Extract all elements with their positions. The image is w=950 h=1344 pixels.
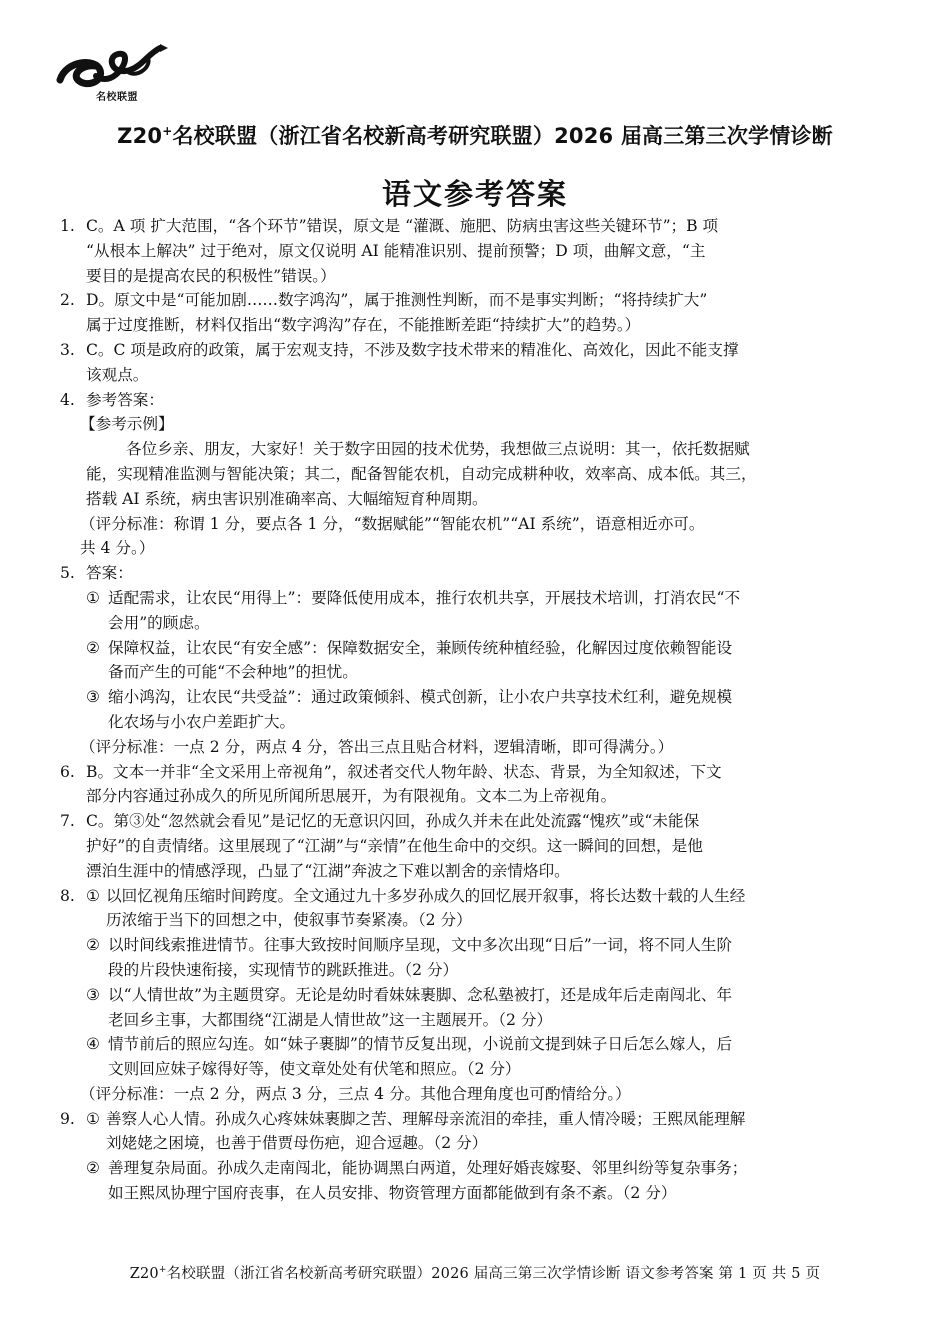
answer-9-point-2 bbox=[60, 1156, 892, 1206]
answer-5-point-3 bbox=[60, 685, 892, 735]
answer-line: 备而产生的可能“不会种地”的担忧。 bbox=[108, 663, 358, 682]
answer-8-point-3 bbox=[60, 983, 892, 1033]
point-marker: ① bbox=[86, 886, 100, 905]
answer-content bbox=[60, 214, 892, 1206]
answer-5-point-1 bbox=[60, 586, 892, 636]
page-footer bbox=[0, 1262, 950, 1283]
scoring-standard: （评分标准：一点 2 分，两点 4 分，答出三点且贴合材料，逻辑清晰，即可得满分。） bbox=[80, 737, 674, 756]
title-prefix: Z20 bbox=[117, 124, 163, 148]
question-number: 7. bbox=[60, 812, 75, 831]
question-number: 6. bbox=[60, 762, 75, 781]
answer-line: “从根本上解决” 过于绝对，原文仅说明 AI 能精准识别、提前预警；D 项，曲解文意，“主 bbox=[86, 241, 706, 260]
answer-line: 段的片段快速衔接，实现情节的跳跃推进。（2 分） bbox=[108, 960, 459, 979]
answer-5-point-2 bbox=[60, 636, 892, 686]
answer-7 bbox=[60, 809, 892, 883]
answer-line: C。第③处“忽然就会看见”是记忆的无意识闪回，孙成久并未在此处流露“愧疚”或“未能保 bbox=[86, 812, 700, 831]
answer-8-point-1 bbox=[86, 884, 892, 934]
point-marker: ① bbox=[86, 1109, 100, 1128]
answer-line: C。A 项 扩大范围，“各个环节”错误，原文是 “灌溉、施肥、防病虫害这些关键环节”；B 项 bbox=[86, 217, 719, 235]
answer-line: 漂泊生涯中的情感浮现，凸显了“江湖”奔波之下难以割舍的亲情烙印。 bbox=[86, 861, 570, 880]
answer-line: 搭载 AI 系统，病虫害识别准确率高、大幅缩短育种周期。 bbox=[86, 489, 488, 508]
question-number: 1. bbox=[60, 217, 75, 235]
footer-prefix: Z20 bbox=[129, 1266, 159, 1282]
answer-line: 保障权益，让农民“有安全感”：保障数据安全，兼顾传统种植经验，化解因过度依赖智能设 bbox=[108, 638, 733, 657]
answer-line: 善察人心人情。孙成久心疼妹妹裹脚之苦、理解母亲流泪的牵挂，重人情冷暖；王熙凤能理解 bbox=[106, 1109, 746, 1128]
answer-6 bbox=[60, 760, 892, 810]
question-number: 5. bbox=[60, 564, 75, 583]
answer-line: 缩小鸿沟，让农民“共受益”：通过政策倾斜、模式创新，让小农户共享技术红利，避免规模 bbox=[108, 688, 733, 707]
answer-5 bbox=[60, 561, 892, 586]
answer-line: 参考答案： bbox=[86, 390, 164, 409]
answer-line: 善理复杂局面。孙成久走南闯北，能协调黑白两道，处理好婚丧嫁娶、邻里纠纷等复杂事务； bbox=[108, 1159, 748, 1178]
answer-line: 能，实现精准监测与智能决策；其二，配备智能农机，自动完成耕种收，效率高、成本低。其三， bbox=[86, 464, 757, 483]
document-title bbox=[0, 120, 950, 150]
answer-9 bbox=[60, 1107, 892, 1157]
point-marker: ③ bbox=[86, 985, 100, 1004]
point-marker: ④ bbox=[86, 1035, 100, 1054]
answer-line: B。文本一并非“全文采用上帝视角”，叙述者交代人物年龄、状态、背景，为全知叙述，下文 bbox=[86, 762, 722, 781]
answer-2 bbox=[60, 288, 892, 338]
answer-8-point-2 bbox=[60, 933, 892, 983]
answer-line: 老回乡主事，大都围绕“江湖是人情世故”这一主题展开。（2 分） bbox=[108, 1010, 553, 1029]
answer-3 bbox=[60, 338, 892, 388]
title-sup: + bbox=[162, 124, 173, 138]
logo bbox=[56, 40, 176, 112]
answer-line: 部分内容通过孙成久的所见所闻所思展开，为有限视角。文本二为上帝视角。 bbox=[86, 787, 617, 806]
question-number: 4. bbox=[60, 390, 75, 409]
answer-line: C。C 项是政府的政策，属于宏观支持，不涉及数字技术带来的精准化、高效化，因此不能支撑 bbox=[86, 340, 739, 359]
answer-line: D。原文中是“可能加剧……数字鸿沟”，属于推测性判断，而不是事实判断；“将持续扩大” bbox=[86, 291, 708, 310]
document-subtitle: 语文参考答案 bbox=[381, 177, 568, 211]
scoring-standard: （评分标准：称谓 1 分，要点各 1 分，“数据赋能”“智能农机”“AI 系统”，语意相近亦可。 bbox=[80, 514, 705, 533]
answer-line: 以“人情世故”为主题贯穿。无论是幼时看妹妹裹脚、念私塾被打，还是成年后走南闯北、年 bbox=[108, 985, 733, 1004]
answer-line: 要目的是提高农民的积极性”错误。） bbox=[86, 266, 336, 285]
example-paragraph bbox=[60, 437, 892, 511]
answer-line: 该观点。 bbox=[86, 365, 149, 384]
point-marker: ① bbox=[86, 588, 100, 607]
question-number: 3. bbox=[60, 340, 75, 359]
scoring-standard: （评分标准：一点 2 分，两点 3 分，三点 4 分。其他合理角度也可酌情给分。） bbox=[80, 1084, 631, 1103]
example-label: 【参考示例】 bbox=[80, 415, 174, 434]
answer-8 bbox=[60, 884, 892, 934]
answer-4 bbox=[60, 388, 892, 413]
answer-line: 文则回应妹子嫁得好等，使文章处处有伏笔和照应。（2 分） bbox=[108, 1060, 521, 1079]
answer-line: 属于过度推断，材料仅指出“数字鸿沟”存在，不能推断差距“持续扩大”的趋势。） bbox=[86, 316, 641, 335]
footer-rest: 名校联盟（浙江省名校新高考研究联盟）2026 届高三第三次学情诊断 语文参考答案 第 1 页 共 5 页 bbox=[166, 1266, 821, 1282]
question-number: 8. bbox=[60, 886, 75, 905]
scoring-standard: 共 4 分。） bbox=[80, 539, 155, 558]
answer-line: 刘姥姥之困境，也善于借贾母伤疤，迎合逗趣。（2 分） bbox=[106, 1134, 488, 1153]
answer-8-point-4 bbox=[60, 1032, 892, 1082]
answer-line: 各位乡亲、朋友，大家好！关于数字田园的技术优势，我想做三点说明：其一，依托数据赋 bbox=[126, 440, 750, 459]
point-marker: ② bbox=[86, 638, 100, 657]
answer-9-point-1 bbox=[86, 1107, 892, 1157]
answer-line: 会用”的顾虑。 bbox=[108, 613, 210, 632]
answer-line: 以时间线索推进情节。往事大致按时间顺序呈现，文中多次出现“日后”一词，将不同人生阶 bbox=[108, 936, 733, 955]
point-marker: ③ bbox=[86, 688, 100, 707]
answer-line: 答案： bbox=[86, 564, 133, 583]
answer-line: 适配需求，让农民“用得上”：要降低使用成本，推行农机共享，开展技术培训，打消农民“不 bbox=[108, 588, 741, 607]
question-number: 2. bbox=[60, 291, 75, 310]
title-rest: 名校联盟（浙江省名校新高考研究联盟）2026 届高三第三次学情诊断 bbox=[172, 124, 833, 148]
answer-line: 化农场与小农户差距扩大。 bbox=[108, 712, 296, 731]
answer-line: 历浓缩于当下的回想之中，使叙事节奏紧凑。（2 分） bbox=[106, 911, 472, 930]
answer-line: 护好”的自责情绪。这里展现了“江湖”与“亲情”在他生命中的交织。这一瞬间的回想，是他 bbox=[86, 836, 703, 855]
answer-1 bbox=[60, 214, 892, 288]
question-number: 9. bbox=[60, 1109, 75, 1128]
answer-line: 情节前后的照应勾连。如“妹子裹脚”的情节反复出现，小说前文提到妹子日后怎么嫁人，后 bbox=[108, 1035, 733, 1054]
point-marker: ② bbox=[86, 936, 100, 955]
point-marker: ② bbox=[86, 1159, 100, 1178]
answer-line: 以回忆视角压缩时间跨度。全文通过九十多岁孙成久的回忆展开叙事，将长达数十载的人生经 bbox=[106, 886, 746, 905]
footer-sup: + bbox=[158, 1265, 167, 1276]
logo-text: 名校联盟 bbox=[96, 92, 138, 103]
answer-line: 如王熙凤协理宁国府丧事，在人员安排、物资管理方面都能做到有条不紊。（2 分） bbox=[108, 1184, 677, 1203]
